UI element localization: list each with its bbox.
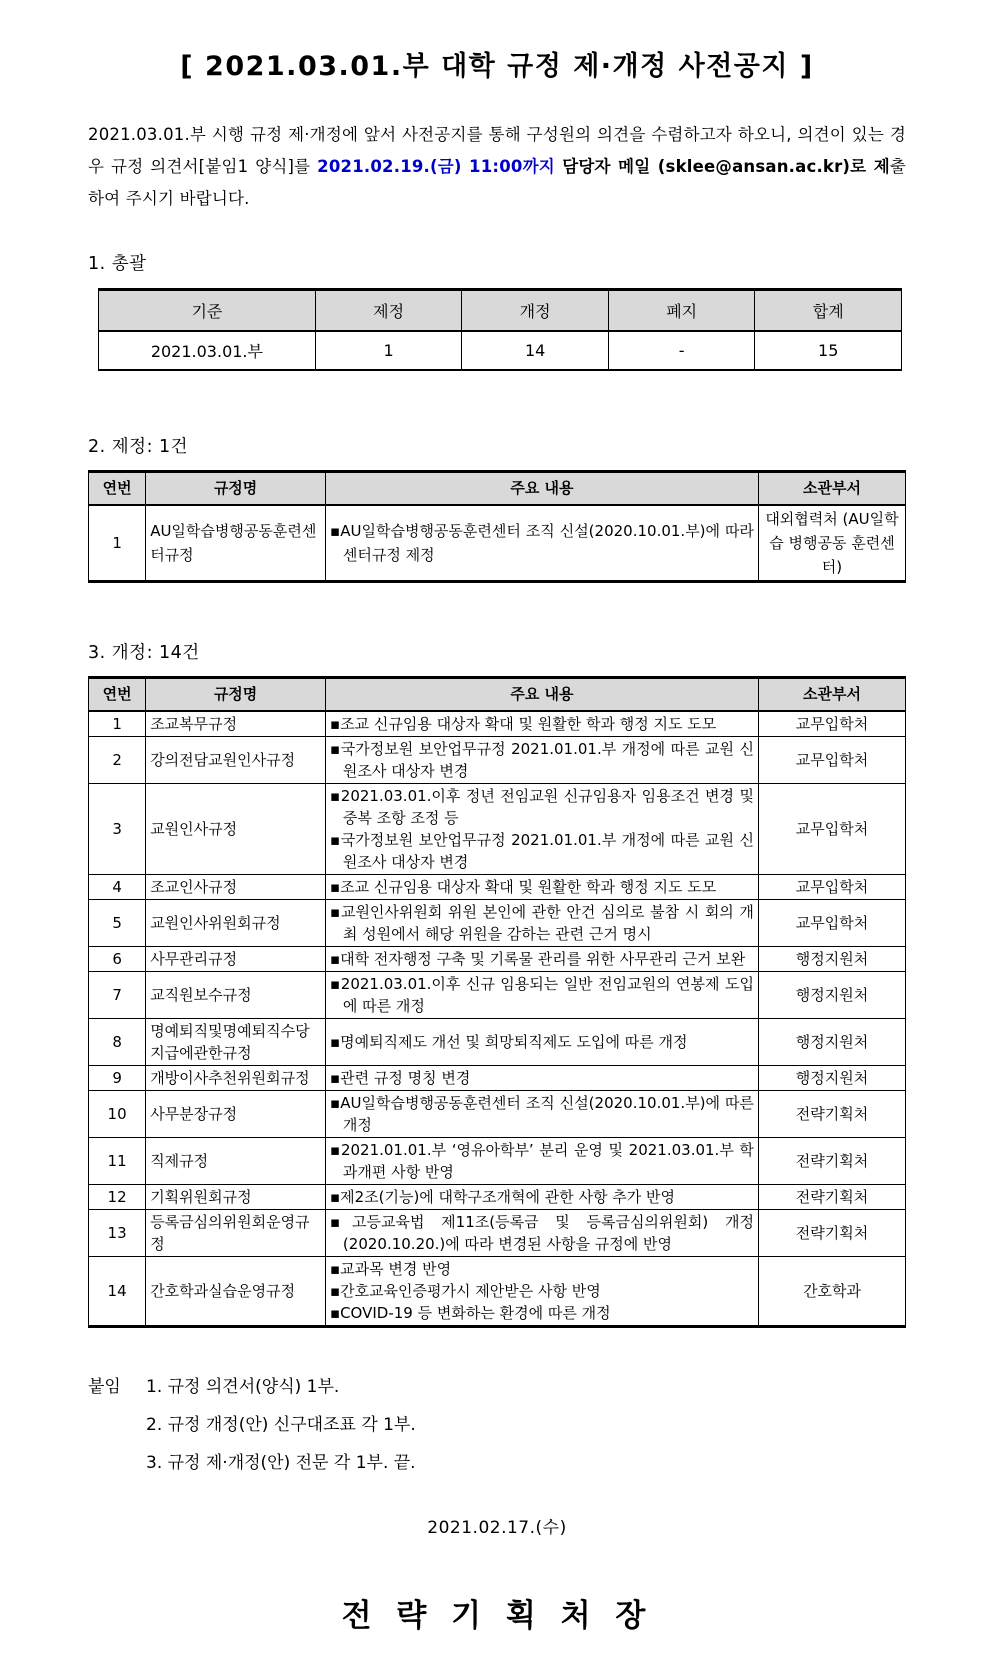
section-1-heading: 1. 총괄: [88, 253, 147, 274]
intro-text-end: 출하여 주시기 바랍니다.: [88, 157, 906, 209]
document-date: 2021.02.17.(수): [427, 1517, 567, 1538]
cell-no: 6: [89, 946, 146, 971]
header-no: 연번: [89, 677, 146, 711]
cell-no: 10: [89, 1090, 146, 1137]
cell-regulation-name: 기획위원회규정: [146, 1184, 326, 1209]
table-row: [89, 946, 906, 971]
cell-main-content: [325, 783, 758, 874]
section-2-heading: 2. 제정: 1건: [88, 436, 189, 457]
cell-department: 교무입학처: [758, 711, 905, 737]
deadline-text: 2021.02.19.(금) 11:00까지: [317, 157, 555, 177]
intro-paragraph: [88, 119, 906, 216]
table-row: [89, 1137, 906, 1184]
cell-regulation-name: 개방이사추천위원회규정: [146, 1065, 326, 1090]
table-row: [89, 711, 906, 737]
cell-main-content: [325, 1018, 758, 1065]
header-main-content: 주요 내용: [325, 677, 758, 711]
header-regulation-name: 규정명: [146, 471, 326, 505]
table-row: [89, 736, 906, 783]
table-row: [89, 1065, 906, 1090]
attachment-line: [88, 1448, 906, 1473]
cell-regulation-name: 명예퇴직및명예퇴직수당지급에관한규정: [146, 1018, 326, 1065]
cell-main-content: [325, 899, 758, 946]
attachment-line: [88, 1410, 906, 1435]
cell-no: 13: [89, 1209, 146, 1256]
cell-regulation-name: 교직원보수규정: [146, 971, 326, 1018]
bullet-line: ▪관련 규정 명칭 변경: [329, 1068, 471, 1087]
cell-no: 8: [89, 1018, 146, 1065]
cell-no: 7: [89, 971, 146, 1018]
cell-department: 교무입학처: [758, 899, 905, 946]
cell-regulation-name: 사무분장규정: [146, 1090, 326, 1137]
table-row: [89, 1209, 906, 1256]
table-row: [89, 899, 906, 946]
attachments-block: [88, 1372, 906, 1473]
table-row: [89, 874, 906, 899]
attachment-item: 2. 규정 개정(안) 신구대조표 각 1부.: [146, 1414, 416, 1435]
header-department: 소관부서: [758, 471, 905, 505]
cell-no: 3: [89, 783, 146, 874]
cell-no: 9: [89, 1065, 146, 1090]
table-row: [89, 783, 906, 874]
section-3-heading: 3. 개정: 14건: [88, 642, 200, 663]
attachment-item: 1. 규정 의견서(양식) 1부.: [146, 1376, 340, 1397]
bullet-line: ▪대학 전자행정 구축 및 기록물 관리를 위한 사무관리 근거 보완: [329, 949, 746, 968]
enactment-table: [88, 470, 906, 583]
cell-regulation-name: 조교인사규정: [146, 874, 326, 899]
cell-regulation-name: 조교복무규정: [146, 711, 326, 737]
cell-no: 4: [89, 874, 146, 899]
cell-regulation-name: AU일학습병행공동훈련센터규정: [146, 505, 326, 582]
cell-regulation-name: 교원인사규정: [146, 783, 326, 874]
cell-revised-count: 14: [462, 331, 609, 370]
cell-department: 전략기획처: [758, 1184, 905, 1209]
cell-no: 5: [89, 899, 146, 946]
bullet-line: ▪COVID-19 등 변화하는 환경에 따른 개정: [329, 1303, 611, 1322]
attachment-line: [88, 1372, 906, 1397]
summary-data-row: [99, 331, 902, 370]
cell-regulation-name: 강의전담교원인사규정: [146, 736, 326, 783]
cell-main-content: [325, 1209, 758, 1256]
cell-department: 전략기획처: [758, 1090, 905, 1137]
cell-main-content: [325, 1090, 758, 1137]
cell-regulation-name: 교원인사위원회규정: [146, 899, 326, 946]
table-row: [89, 505, 906, 582]
bullet-line: ▪국가정보원 보안업무규정 2021.01.01.부 개정에 따른 교원 신원조사 대상자 변경: [329, 739, 754, 780]
cell-main-content: [325, 1184, 758, 1209]
bullet-line: ▪명예퇴직제도 개선 및 희망퇴직제도 도입에 따른 개정: [329, 1032, 688, 1051]
cell-main-content: [325, 1256, 758, 1326]
table-row: [89, 1090, 906, 1137]
cell-regulation-name: 간호학과실습운영규정: [146, 1256, 326, 1326]
cell-regulation-name: 사무관리규정: [146, 946, 326, 971]
bullet-line: ▪조교 신규임용 대상자 확대 및 원활한 학과 행정 지도 도모: [329, 714, 717, 733]
cell-main-content: [325, 736, 758, 783]
attachments-label: 붙임: [88, 1376, 121, 1397]
table-row: [89, 1184, 906, 1209]
bullet-line: ▪2021.01.01.부 ‘영유아학부’ 분리 운영 및 2021.03.01.부 학과개편 사항 반영: [329, 1140, 754, 1181]
cell-department: 행정지원처: [758, 1065, 905, 1090]
header-department: 소관부서: [758, 677, 905, 711]
bullet-line: ▪교원인사위원회 위원 본인에 관한 안건 심의로 불참 시 회의 개최 성원에서 해당 위원을 감하는 관련 근거 명시: [329, 902, 754, 943]
signature-title: 전 략 기 획 처 장: [341, 1597, 653, 1634]
header-revised: 개정: [462, 289, 609, 331]
bullet-line: ▪AU일학습병행공동훈련센터 조직 신설(2020.10.01.부)에 따라 센터규정 제정: [329, 521, 754, 564]
cell-department: 교무입학처: [758, 783, 905, 874]
cell-department: 대외협력처 (AU일학습 병행공동 훈련센터): [758, 505, 905, 582]
attachment-item: 3. 규정 제·개정(안) 전문 각 1부. 끝.: [146, 1452, 416, 1473]
revision-header-row: [89, 677, 906, 711]
document-title: [ 2021.03.01.부 대학 규정 제·개정 사전공지 ]: [180, 51, 814, 82]
cell-main-content: [325, 874, 758, 899]
header-main-content: 주요 내용: [325, 471, 758, 505]
revision-table: [88, 676, 906, 1328]
cell-main-content: [325, 505, 758, 582]
cell-department: 행정지원처: [758, 1018, 905, 1065]
cell-main-content: [325, 971, 758, 1018]
table-row: [89, 971, 906, 1018]
cell-abolished-count: -: [608, 331, 755, 370]
cell-regulation-name: 직제규정: [146, 1137, 326, 1184]
cell-no: 2: [89, 736, 146, 783]
bullet-line: ▪2021.03.01.이후 정년 전임교원 신규임용자 임용조건 변경 및 중복 조항 조정 등: [329, 786, 754, 827]
enactment-header-row: [89, 471, 906, 505]
cell-department: 전략기획처: [758, 1209, 905, 1256]
bullet-line: ▪AU일학습병행공동훈련센터 조직 신설(2020.10.01.부)에 따른 개정: [329, 1093, 754, 1134]
cell-department: 교무입학처: [758, 874, 905, 899]
cell-department: 간호학과: [758, 1256, 905, 1326]
bullet-line: ▪2021.03.01.이후 신규 임용되는 일반 전임교원의 연봉제 도입에 따른 개정: [329, 974, 754, 1015]
cell-main-content: [325, 711, 758, 737]
header-abolished: 폐지: [608, 289, 755, 331]
header-no: 연번: [89, 471, 146, 505]
cell-department: 전략기획처: [758, 1137, 905, 1184]
header-regulation-name: 규정명: [146, 677, 326, 711]
bullet-line: ▪국가정보원 보안업무규정 2021.01.01.부 개정에 따른 교원 신원조사 대상자 변경: [329, 830, 754, 871]
summary-table: [98, 288, 902, 371]
cell-no: 14: [89, 1256, 146, 1326]
cell-total-count: 15: [755, 331, 902, 370]
bullet-line: ▪조교 신규임용 대상자 확대 및 원활한 학과 행정 지도 도모: [329, 877, 717, 896]
header-total: 합계: [755, 289, 902, 331]
bullet-line: ▪제2조(기능)에 대학구조개혁에 관한 사항 추가 반영: [329, 1187, 675, 1206]
intro-text: 2021.03.01.부 시행 규정 제·개정에 앞서 사전공지를 통해 구성원의 의견을 수렴하고자 하오니, 의견이 있는 경우 규정 의견서[붙임1 양식]를: [88, 125, 906, 177]
cell-main-content: [325, 946, 758, 971]
contact-email-text: 담당자 메일 (sklee@ansan.ac.kr)로 제: [554, 157, 890, 177]
cell-main-content: [325, 1137, 758, 1184]
cell-department: 행정지원처: [758, 971, 905, 1018]
cell-department: 행정지원처: [758, 946, 905, 971]
cell-regulation-name: 등록금심의위원회운영규정: [146, 1209, 326, 1256]
table-row: [89, 1018, 906, 1065]
cell-no: 1: [89, 711, 146, 737]
cell-no: 12: [89, 1184, 146, 1209]
bullet-line: ▪간호교육인증평가시 제안받은 사항 반영: [329, 1281, 601, 1300]
cell-basis: 2021.03.01.부: [99, 331, 316, 370]
cell-department: 교무입학처: [758, 736, 905, 783]
header-basis: 기준: [99, 289, 316, 331]
cell-no: 11: [89, 1137, 146, 1184]
bullet-line: ▪고등교육법 제11조(등록금 및 등록금심의위원회) 개정 (2020.10.20.)에 따라 변경된 사항을 규정에 반영: [329, 1212, 754, 1253]
cell-no: 1: [89, 505, 146, 582]
summary-header-row: [99, 289, 902, 331]
cell-enacted-count: 1: [315, 331, 462, 370]
cell-main-content: [325, 1065, 758, 1090]
table-row: [89, 1256, 906, 1326]
bullet-line: ▪교과목 변경 반영: [329, 1259, 452, 1278]
header-enacted: 제정: [315, 289, 462, 331]
